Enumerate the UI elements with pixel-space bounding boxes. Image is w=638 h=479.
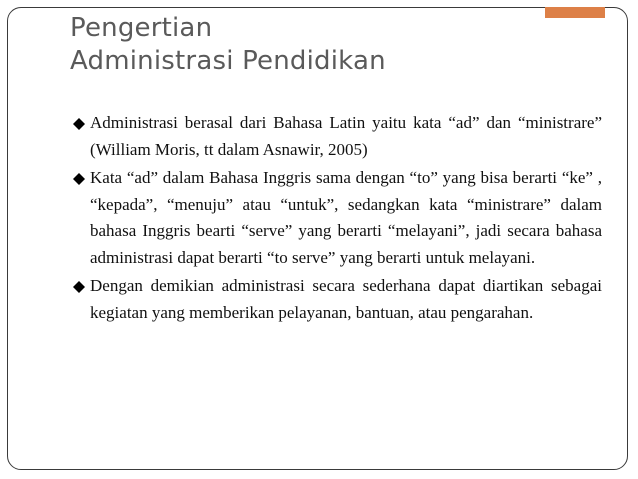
diamond-bullet-icon [72, 280, 85, 293]
slide-title-line-2: Administrasi Pendidikan [70, 46, 386, 76]
slide-title [70, 12, 386, 78]
bullet-text: Kata “ad” dalam Bahasa Inggris sama dengan “to” yang bisa berarti “ke” , “kepada”, “menuju” atau “untuk”, sedangkan kata “ministrare” dalam bahasa Inggris bearti “serve” yang berarti “melayani”, jadi secara bahasa administrasi dapat berarti “to serve” yang berarti untuk melayani. [90, 168, 602, 267]
bullet-text: Dengan demikian administrasi secara sederhana dapat diartikan sebagai kegiatan yang memberikan pelayanan, bantuan, atau pengarahan. [90, 276, 602, 322]
slide-title-line-1: Pengertian [70, 13, 213, 43]
bullet-item [72, 165, 602, 271]
bullet-text: Administrasi berasal dari Bahasa Latin yaitu kata “ad” dan “ministrare” (William Moris, tt dalam Asnawir, 2005) [90, 113, 602, 159]
bullet-item [72, 273, 602, 326]
accent-tab [545, 7, 605, 18]
bullet-item [72, 110, 602, 163]
bullet-list [72, 110, 602, 328]
diamond-bullet-icon [72, 172, 85, 185]
diamond-bullet-icon [72, 117, 85, 130]
